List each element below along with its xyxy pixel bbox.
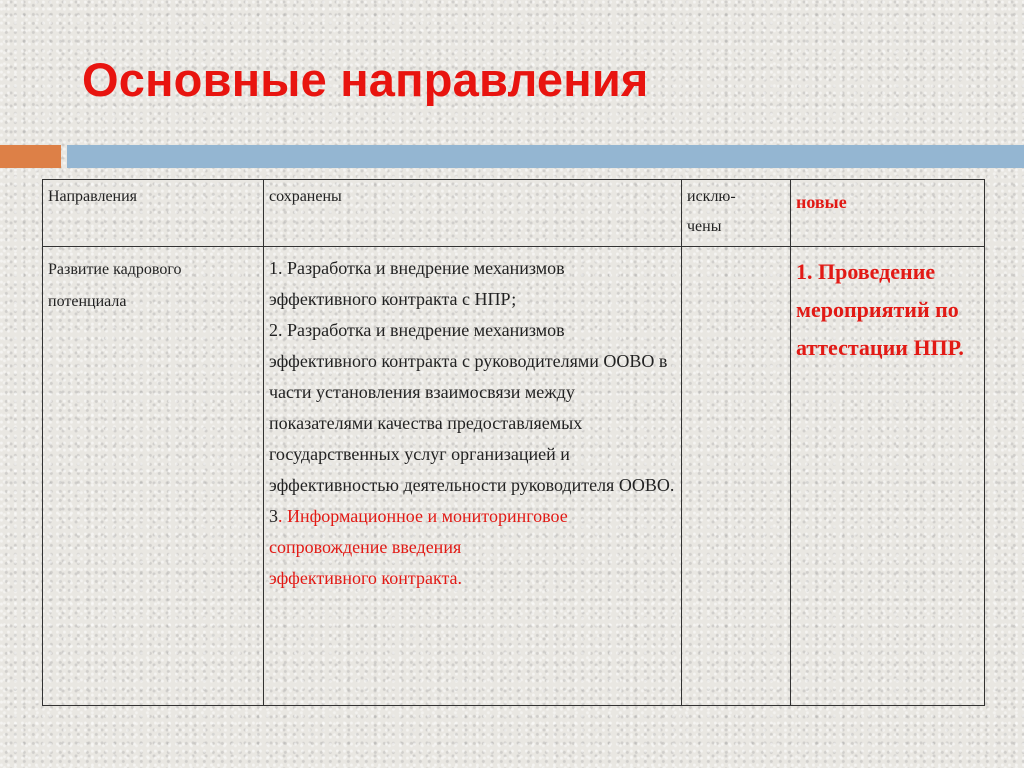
header-excluded	[682, 180, 791, 247]
direction-text: Развитие кадрового потенциала	[48, 261, 182, 310]
kept-item-3-text: . Информационное и мониторинговое сопровождение введения	[269, 506, 568, 557]
header-new	[791, 180, 985, 247]
table-row	[43, 247, 985, 706]
cell-direction	[43, 247, 264, 706]
new-item-text: 1. Проведение мероприятий по аттестации НПР.	[796, 259, 964, 360]
kept-item-3	[269, 501, 676, 563]
kept-item-3-number: 3	[269, 506, 278, 526]
header-excluded-line1: исклю-	[687, 188, 736, 205]
accent-bar-blue	[67, 145, 1024, 168]
cell-new	[791, 247, 985, 706]
kept-item-2: 2. Разработка и внедрение механизмов эффективного контракта с руководителями ООВО в части установления взаимосвязи между показателями качества предоставляемых государственных услуг организацией и эффективностью деятельности руководителя ООВО.	[269, 320, 675, 495]
directions-table	[42, 179, 985, 706]
header-excluded-line2: чены	[687, 218, 722, 235]
slide-title: Основные направления	[82, 53, 649, 106]
header-directions: Направления	[43, 180, 264, 247]
header-new-label: новые	[796, 192, 847, 212]
cell-kept	[264, 247, 682, 706]
cell-excluded	[682, 247, 791, 706]
table-header-row	[43, 180, 985, 247]
accent-bar-orange	[0, 145, 61, 168]
kept-item-1: 1. Разработка и внедрение механизмов эффективного контракта с НПР;	[269, 258, 565, 309]
kept-item-3-tail: эффективного контракта.	[269, 568, 463, 588]
header-kept: сохранены	[264, 180, 682, 247]
